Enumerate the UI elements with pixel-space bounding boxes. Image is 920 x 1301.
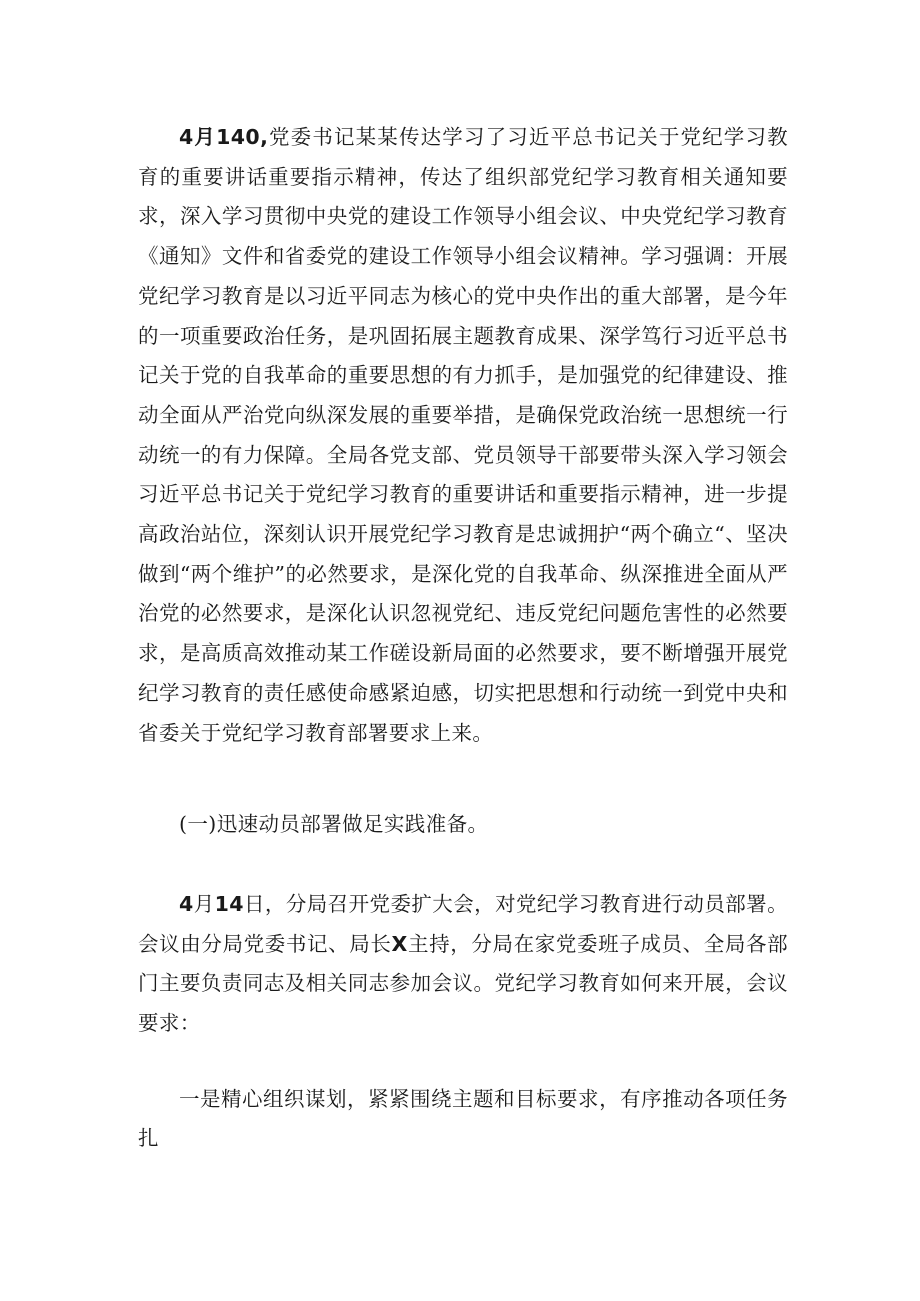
paragraph-text-body: 日，分局召开党委扩大会，对党纪学习教育进行动员部署。会议由分局党委书记、局长: [138, 891, 788, 956]
paragraph-text: 一是精心组织谋划，紧紧围绕主题和目标要求，有序推动各项任务扎: [138, 1086, 788, 1151]
paragraph-date-month-number: 4: [179, 891, 194, 916]
paragraph-host-placeholder: X: [391, 931, 408, 956]
section-heading-text: (一)迅速动员部署做足实践准备。: [179, 812, 489, 837]
paragraph-text: 党委书记某某传达学习了习近平总书记关于党纪学习教育的重要讲话重要指示精神，传达了组织部党纪学习教育相关通知要求，深入学习贯彻中央党的建设工作领导小组会议、中央党纪学习教育《通知》文件和省委党的建设工作领导小组会议精神。学习强调：开展党纪学习教育是以习近平同志为核心的党中央作出的重大部署，是今年的一项重要政治任务，是巩固拓展主题教育成果、深学笃行习近平总书记关于党的自我革命的重要思想的有力抓手，是加强党的纪律建设、推动全面从严治党向纵深发展的重要举措，是确保党政治统一思想统一行动统一的有力保障。全局各党支部、党员领导干部要带头深入学习领会习近平总书记关于党纪学习教育的重要讲话和重要指示精神，进一步提高政治站位，深刻认识开展党纪学习教育是忠诚拥护“两个确立“、坚决做到“两个维护”的必然要求，是深化党的自我革命、纵深推进全面从严治党的必然要求，是深化认识忽视党纪、违反党纪问题危害性的必然要求，是高质高效推动某工作磋设新局面的必然要求，要不断增强开展党纪学习教育的责任感使命感紧迫感，切实把思想和行动统一到党中央和省委关于党纪学习教育部署要求上来。: [138, 125, 788, 745]
paragraph-text-tail: 主持，分局在家党委班子成员、全局各部门主要负责同志及相关同志参加会议。党纪学习教育如何来开展，会议要求：: [138, 931, 788, 1036]
paragraph-mobilization-meeting: [138, 885, 788, 1044]
paragraph-first-requirement: [138, 1080, 788, 1159]
section-heading: [138, 805, 788, 845]
paragraph-date-day-number: 14: [214, 891, 244, 916]
paragraph-study-summary: [138, 118, 788, 753]
paragraph-text-month: 月: [193, 891, 215, 916]
document-body: [138, 118, 788, 1159]
paragraph-date-lead: 4月140,: [179, 125, 269, 149]
